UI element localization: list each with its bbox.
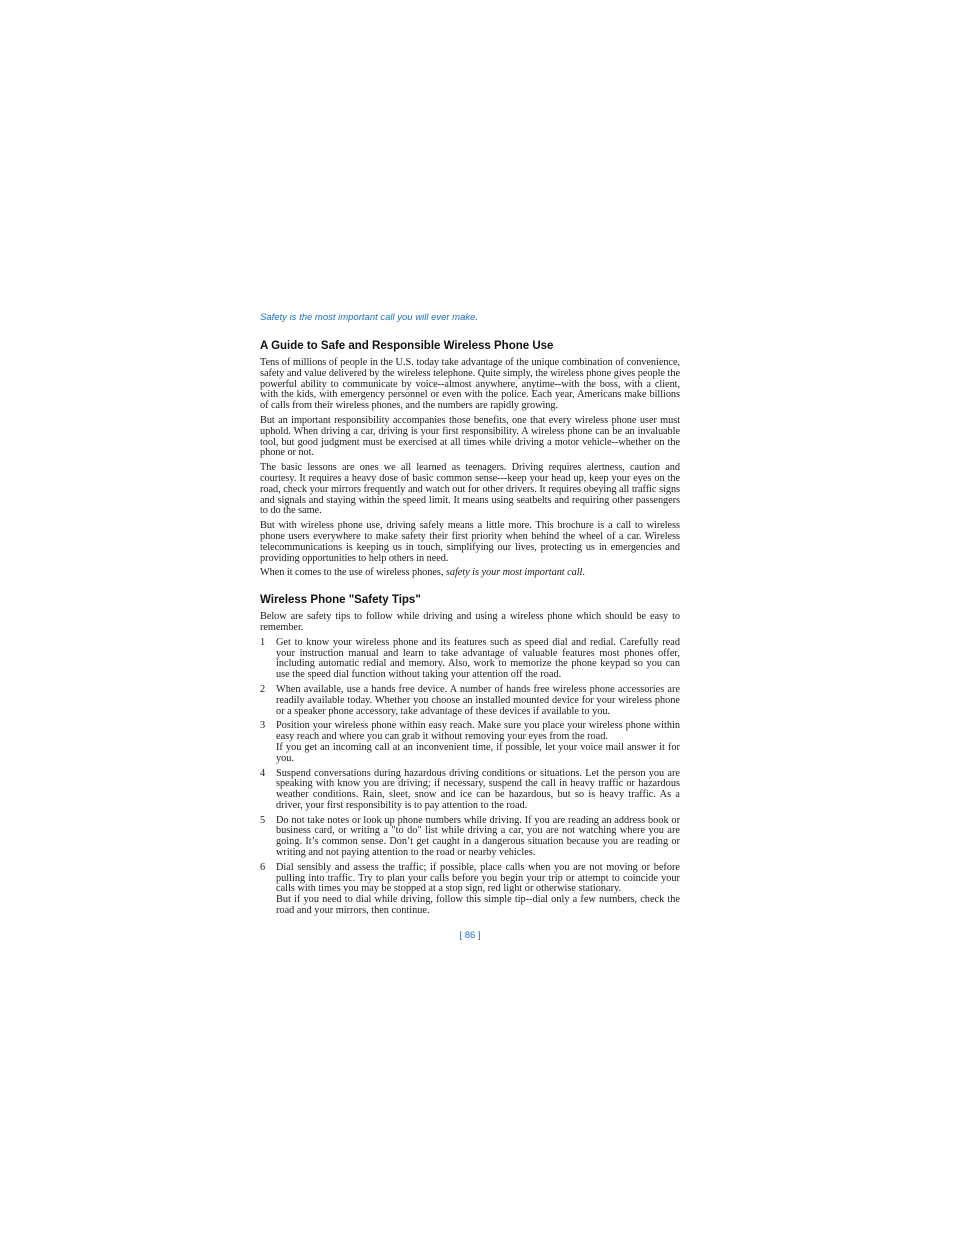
list-item-number: 4 <box>260 767 266 779</box>
list-item <box>260 685 680 717</box>
list-item-extra: But if you need to dial while driving, follow this simple tip--dial only a few numbers, check the road and your mirrors, then continue. <box>276 894 680 917</box>
paragraph: But with wireless phone use, driving safely means a little more. This brochure is a call to wireless phone users everywhere to make safety their first priority when behind the wheel of a car. Wireless telecommunications is keeping us in touch, simplifying our lives, protecting us in emergencies and providing opportunities to help others in need. <box>260 520 680 564</box>
list-item-text: Get to know your wireless phone and its features such as speed dial and redial. Carefully read your instruction manual and learn to take advantage of valuable features most phones offer, including automatic redial and memory. Also, work to memorize the phone keypad so you can use the speed dial function without taking your attention off the road. <box>276 636 680 681</box>
list-item-text: Suspend conversations during hazardous driving conditions or situations. Let the person you are speaking with know you are driving; if necessary, suspend the call in heavy traffic or hazardous weather conditions. Rain, sleet, snow and ice can be hazardous, but so is heavy traffic. As a driver, your first responsibility is to pay attention to the road. <box>276 767 680 811</box>
section-title-safety-tips: Wireless Phone "Safety Tips" <box>260 594 421 607</box>
list-item-text: Do not take notes or look up phone numbers while driving. If you are reading an address book or business card, or writing a "to do" list while driving a car, you are not watching where you are going. It’s common sense. Don’t get caught in a dangerous situation because you are reading or writing and not paying attention to the road or nearby vehicles. <box>276 814 680 859</box>
header-note: Safety is the most important call you will ever make. <box>260 312 479 323</box>
safety-tips-intro: Below are safety tips to follow while driving and using a wireless phone which should be easy to remember. <box>260 611 680 633</box>
section-title-guide: A Guide to Safe and Responsible Wireless Phone Use <box>260 340 554 352</box>
list-item <box>260 816 680 859</box>
paragraph: But an important responsibility accompanies those benefits, one that every wireless phone user must uphold. When driving a car, driving is your first responsibility. A wireless phone can be an invaluable tool, but good judgment must be exercised at all times while driving a motor vehicle--whether on the phone or not. <box>260 414 680 459</box>
list-item-number: 6 <box>260 861 266 873</box>
paragraph-text-end: . <box>582 567 585 579</box>
list-item-number: 2 <box>260 683 266 695</box>
safety-tips-list <box>260 638 680 917</box>
list-item <box>260 863 680 917</box>
list-item <box>260 721 680 764</box>
paragraph: Tens of millions of people in the U.S. today take advantage of the unique combination of convenience, safety and value delivered by the wireless telephone. Quite simply, the wireless phone gives people the powerful ability to communicate by voice--almost anywhere, anytime--with the boss, with a client, with the kids, with emergency personnel or even with the police. Each year, Americans make billions of calls from their wireless phones, and the numbers are rapidly growing. <box>260 357 680 412</box>
list-item-number: 5 <box>260 814 266 826</box>
list-item-number: 1 <box>260 636 266 648</box>
paragraph: The basic lessons are ones we all learned as teenagers. Driving requires alertness, caution and courtesy. It requires a heavy dose of basic common sense---keep your head up, keep your eyes on the road, check your mirrors frequently and watch out for other drivers. It requires obeying all traffic signs and signals and staying within the speed limit. It means using seatbelts and requiring other passengers to do the same. <box>260 462 680 517</box>
list-item-text: Position your wireless phone within easy reach. Make sure you place your wireless phone within easy reach and where you can grab it without removing your eyes from the road. <box>276 720 680 743</box>
emphasis-text: safety is your most important call <box>445 567 583 579</box>
list-item-text: When available, use a hands free device. A number of hands free wireless phone accessories are readily available today. Whether you choose an installed mounted device for your wireless phone or a speaker phone accessory, take advantage of these devices if available to you. <box>276 683 680 717</box>
list-item-number: 3 <box>260 720 266 732</box>
list-item-extra: If you get an incoming call at an inconvenient time, if possible, let your voice mail answer it for you. <box>276 741 680 764</box>
document-page <box>260 312 680 941</box>
list-item <box>260 638 680 681</box>
paragraph-text: When it comes to the use of wireless phones, <box>260 567 446 579</box>
paragraph-closing <box>260 568 680 579</box>
list-item <box>260 769 680 812</box>
page-number: [ 86 ] <box>459 930 481 941</box>
list-item-text: Dial sensibly and assess the traffic; if possible, place calls when you are not moving or before pulling into traffic. Try to plan your calls before you begin your trip or attempt to coincide your calls with times you may be stopped at a stop sign, red light or otherwise stationary. <box>276 861 680 895</box>
